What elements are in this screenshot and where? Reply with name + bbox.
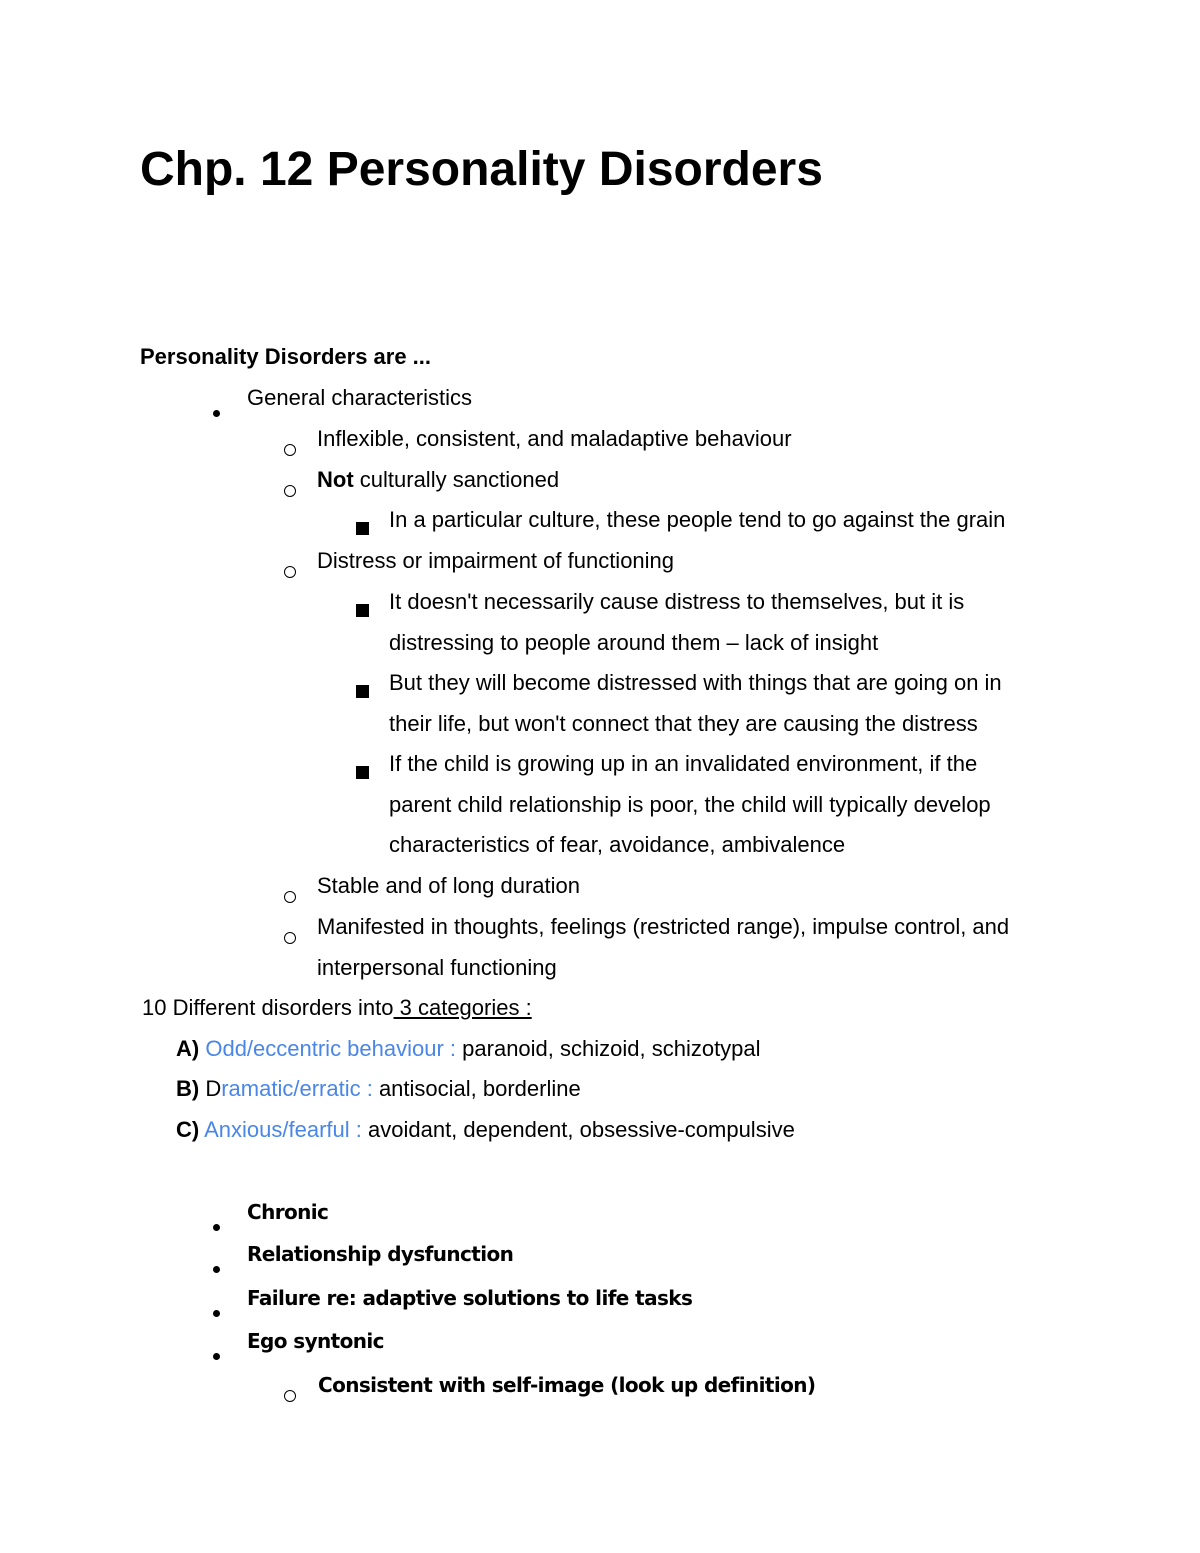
list-item-line: If the child is growing up in an invalidated environment, if the xyxy=(389,751,978,776)
categories-intro xyxy=(142,993,532,1023)
square-bullet-icon xyxy=(356,595,369,625)
disc-bullet-icon xyxy=(213,395,220,425)
category-letter: C) xyxy=(176,1117,200,1142)
feature-item: Ego syntonic xyxy=(247,1329,384,1353)
list-item-line: interpersonal functioning xyxy=(317,955,557,980)
category-list: antisocial, borderline xyxy=(378,1076,581,1101)
list-item-line: But they will become distressed with things that are going on in xyxy=(389,670,1002,695)
category-name: ramatic/erratic xyxy=(221,1076,361,1101)
square-bullet-icon xyxy=(356,676,369,706)
square-bullet-icon xyxy=(356,513,369,543)
feature-item: Chronic xyxy=(247,1200,329,1224)
category-list: paranoid, schizoid, schizotypal xyxy=(462,1036,761,1061)
list-item-line: It doesn't necessarily cause distress to themselves, but it is xyxy=(389,589,965,614)
category-separator: : xyxy=(443,1036,463,1061)
list-item: In a particular culture, these people tend to go against the grain xyxy=(389,507,1006,532)
category-separator: : xyxy=(349,1117,368,1142)
list-item: Inflexible, consistent, and maladaptive behaviour xyxy=(317,426,792,451)
category-name: Anxious/fearful xyxy=(204,1117,350,1142)
list-item: Distress or impairment of functioning xyxy=(317,548,675,573)
circle-bullet-icon xyxy=(284,881,296,911)
disc-bullet-icon xyxy=(213,1295,220,1325)
circle-bullet-icon xyxy=(284,475,296,505)
circle-bullet-icon xyxy=(284,1380,296,1410)
category-name-prefix: D xyxy=(205,1076,222,1101)
general-characteristics-label: General characteristics xyxy=(247,385,472,410)
disc-bullet-icon xyxy=(213,1251,220,1281)
category-a xyxy=(176,1034,761,1064)
section-heading: Personality Disorders are ... xyxy=(140,344,432,369)
emphasis-text: Not xyxy=(317,467,354,492)
category-c xyxy=(176,1115,795,1145)
list-item xyxy=(317,465,559,495)
category-letter: B) xyxy=(176,1076,200,1101)
list-item-line: characteristics of fear, avoidance, ambivalence xyxy=(389,832,846,857)
list-item: Stable and of long duration xyxy=(317,873,580,898)
list-item-line: distressing to people around them – lack of insight xyxy=(389,630,879,655)
list-item-text: culturally sanctioned xyxy=(353,467,560,492)
circle-bullet-icon xyxy=(284,434,296,464)
circle-bullet-icon xyxy=(284,922,296,952)
list-item-line: parent child relationship is poor, the child will typically develop xyxy=(389,792,991,817)
feature-sub-item: Consistent with self-image (look up definition) xyxy=(318,1373,816,1397)
disc-bullet-icon xyxy=(213,1338,220,1368)
list-item-line: their life, but won't connect that they are causing the distress xyxy=(389,711,978,736)
page-title: Chp. 12 Personality Disorders xyxy=(140,143,823,196)
category-letter: A) xyxy=(176,1036,200,1061)
category-b xyxy=(176,1074,581,1104)
category-list: avoidant, dependent, obsessive-compulsive xyxy=(368,1117,795,1142)
square-bullet-icon xyxy=(356,757,369,787)
disc-bullet-icon xyxy=(213,1209,220,1239)
categories-intro-underlined: 3 categories : xyxy=(393,995,532,1020)
circle-bullet-icon xyxy=(284,556,296,586)
categories-intro-text: 10 Different disorders into xyxy=(142,995,394,1020)
feature-item: Failure re: adaptive solutions to life tasks xyxy=(247,1286,693,1310)
feature-item: Relationship dysfunction xyxy=(247,1242,514,1266)
category-name: Odd/eccentric behaviour xyxy=(205,1036,444,1061)
category-separator: : xyxy=(360,1076,379,1101)
list-item-line: Manifested in thoughts, feelings (restricted range), impulse control, and xyxy=(317,914,1010,939)
